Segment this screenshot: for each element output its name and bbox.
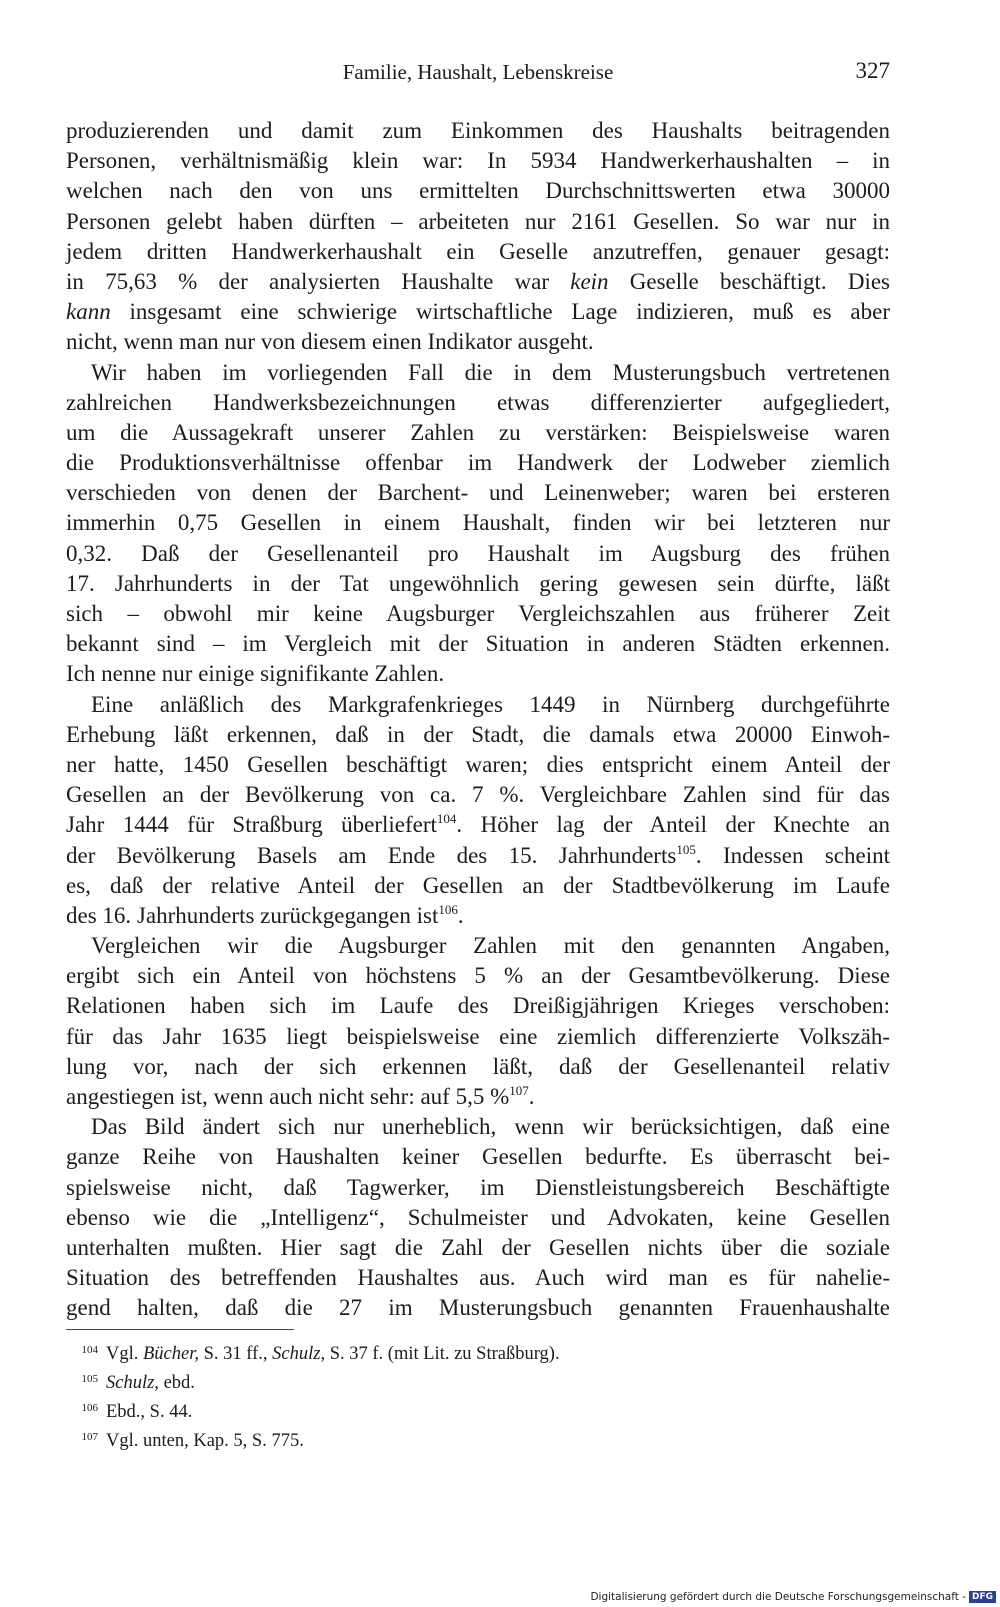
text-line: Vergleichen wir die Augsburger Zahlen mit den genannten Angaben, (91, 933, 890, 959)
text-line: ebenso wie die „Intelligenz“, Schulmeister und Advokaten, keine Gesellen (66, 1204, 890, 1230)
text-line: Wir haben im vorliegenden Fall die in dem Musterungsbuch vertretenen (91, 359, 890, 385)
text-line: ner hatte, 1450 Gesellen beschäftigt waren; dies entspricht einem Anteil der (66, 751, 890, 777)
dfg-logo: DFG (969, 1591, 996, 1603)
footnote-number: 107 (81, 1431, 98, 1443)
emphasis: kann (66, 299, 111, 325)
footnote-ref: 104 (436, 811, 457, 827)
text-line: gend halten, daß die 27 im Musterungsbuch genannten Frauenhaushalte (66, 1295, 890, 1321)
text-line: sich – obwohl mir keine Augsburger Vergleichszahlen aus früherer Zeit (66, 601, 890, 626)
credit-text: Digitalisierung gefördert durch die Deutsche Forschungsgemeinschaft - (590, 1591, 966, 1603)
text-line: ergibt sich ein Anteil von höchstens 5 % an der Gesamtbevölkerung. Diese (66, 963, 890, 989)
text-line: Situation des betreffenden Haushaltes aus. Auch wird man es für nahelie- (66, 1265, 890, 1291)
text-line: 17. Jahrhunderts in der Tat ungewöhnlich gering gewesen sein dürfte, läßt (66, 570, 890, 596)
footnote-ref: 107 (509, 1083, 529, 1098)
footnote-number: 106 (81, 1402, 98, 1414)
text-line: lung vor, nach der sich erkennen läßt, daß der Gesellenanteil relativ (66, 1053, 890, 1079)
footnote: 107 Vgl. unten, Kap. 5, S. 775. (66, 1425, 890, 1454)
main-text (66, 116, 890, 1324)
text-line: Eine anläßlich des Markgrafenkrieges 1449 in Nürnberg durchgeführte (91, 691, 890, 717)
text-line: ganze Reihe von Haushalten keiner Gesellen bedurfte. Es überrascht bei- (66, 1144, 890, 1170)
text-line: 0,32. Daß der Gesellenanteil pro Haushalt im Augsburg des frühen (66, 540, 890, 566)
text-line: für das Jahr 1635 liegt beispielsweise eine ziemlich differenzierte Volkszäh- (66, 1023, 890, 1049)
footnote: 104 Vgl. Bücher, S. 31 ff., Schulz, S. 37 f. (mit Lit. zu Straßburg). (66, 1338, 890, 1367)
text-line: um die Aussagekraft unserer Zahlen zu verstärken: Beispielsweise waren (66, 419, 890, 445)
text-line: Relationen haben sich im Laufe des Dreißigjährigen Krieges verschoben: (66, 993, 890, 1019)
running-head (66, 58, 890, 88)
text-line: welchen nach den von uns ermittelten Durchschnittswerten etwa 30000 (66, 178, 890, 204)
footnote-divider (66, 1329, 294, 1330)
running-head-title: Familie, Haushalt, Lebenskreise (342, 60, 614, 84)
text-line: spielsweise nicht, daß Tagwerker, im Dienstleistungsbereich Beschäftigte (66, 1174, 890, 1200)
text-line: es, daß der relative Anteil der Gesellen an der Stadtbevölkerung im Laufe (66, 872, 890, 898)
text-line: Jahr 1444 für Straßburg überliefert$^{104}$. Höher lag der Anteil der Knechte an (66, 811, 890, 838)
text-line: in 75,63 % der analysierten Haushalte war kein Geselle beschäftigt. Dies (66, 268, 890, 294)
text-line: verschieden von denen der Barchent- und Leinenweber; waren bei ersteren (66, 480, 890, 506)
footnote-ref: 106 (438, 901, 458, 917)
footnote-number: 104 (81, 1344, 98, 1356)
text-line: Personen, verhältnismäßig klein war: In 5934 Handwerkerhaushalten – in (66, 148, 890, 174)
text-line: Ich nenne nur einige signifikante Zahlen. (66, 661, 445, 687)
text-line: immerhin 0,75 Gesellen in einem Haushalt, finden wir bei letzteren nur (66, 510, 890, 536)
text-line: Das Bild ändert sich nur unerheblich, wenn wir berücksichtigen, daß eine (91, 1114, 890, 1140)
emphasis: kein (570, 268, 609, 294)
page-number: 327 (855, 58, 890, 83)
text-line: Personen gelebt haben dürften – arbeiteten nur 2161 Gesellen. So war nur in (66, 208, 890, 234)
text-line: des 16. Jahrhunderts zurückgegangen ist$^{106}$. (66, 901, 464, 928)
text-line: der Bevölkerung Basels am Ende des 15. Jahrhunderts$^{105}$. Indessen scheint (66, 841, 890, 868)
footnote-ref: 105 (676, 841, 696, 857)
footnote-number: 105 (81, 1373, 98, 1385)
footnote: 106 Ebd., S. 44. (66, 1396, 890, 1425)
text-line: kann insgesamt eine schwierige wirtschaftliche Lage indizieren, muß es aber (66, 299, 890, 325)
text-line: bekannt sind – im Vergleich mit der Situation in anderen Städten erkennen. (66, 631, 890, 657)
text-line: Erhebung läßt erkennen, daß in der Stadt, die damals etwa 20000 Einwoh- (66, 721, 890, 747)
text-line: Gesellen an der Bevölkerung von ca. 7 %. Vergleichbare Zahlen sind für das (66, 782, 890, 808)
footnotes (66, 1338, 890, 1454)
text-line: unterhalten mußten. Hier sagt die Zahl der Gesellen nichts über die soziale (66, 1234, 890, 1260)
text-line: zahlreichen Handwerksbezeichnungen etwas differenzierter aufgegliedert, (66, 389, 890, 415)
text-line: nicht, wenn man nur von diesem einen Indikator ausgeht. (66, 329, 594, 355)
footnote: 105 Schulz, ebd. (66, 1367, 890, 1396)
text-line: die Produktionsverhältnisse offenbar im Handwerk der Lodweber ziemlich (66, 450, 890, 476)
text-line: jedem dritten Handwerkerhaushalt ein Geselle anzutreffen, genauer gesagt: (66, 238, 890, 264)
digitization-credit (590, 1591, 996, 1603)
text-line: produzierenden und damit zum Einkommen des Haushalts beitragenden (66, 118, 890, 143)
text-line: angestiegen ist, wenn auch nicht sehr: auf 5,5 %$^{107}$. (66, 1083, 535, 1109)
